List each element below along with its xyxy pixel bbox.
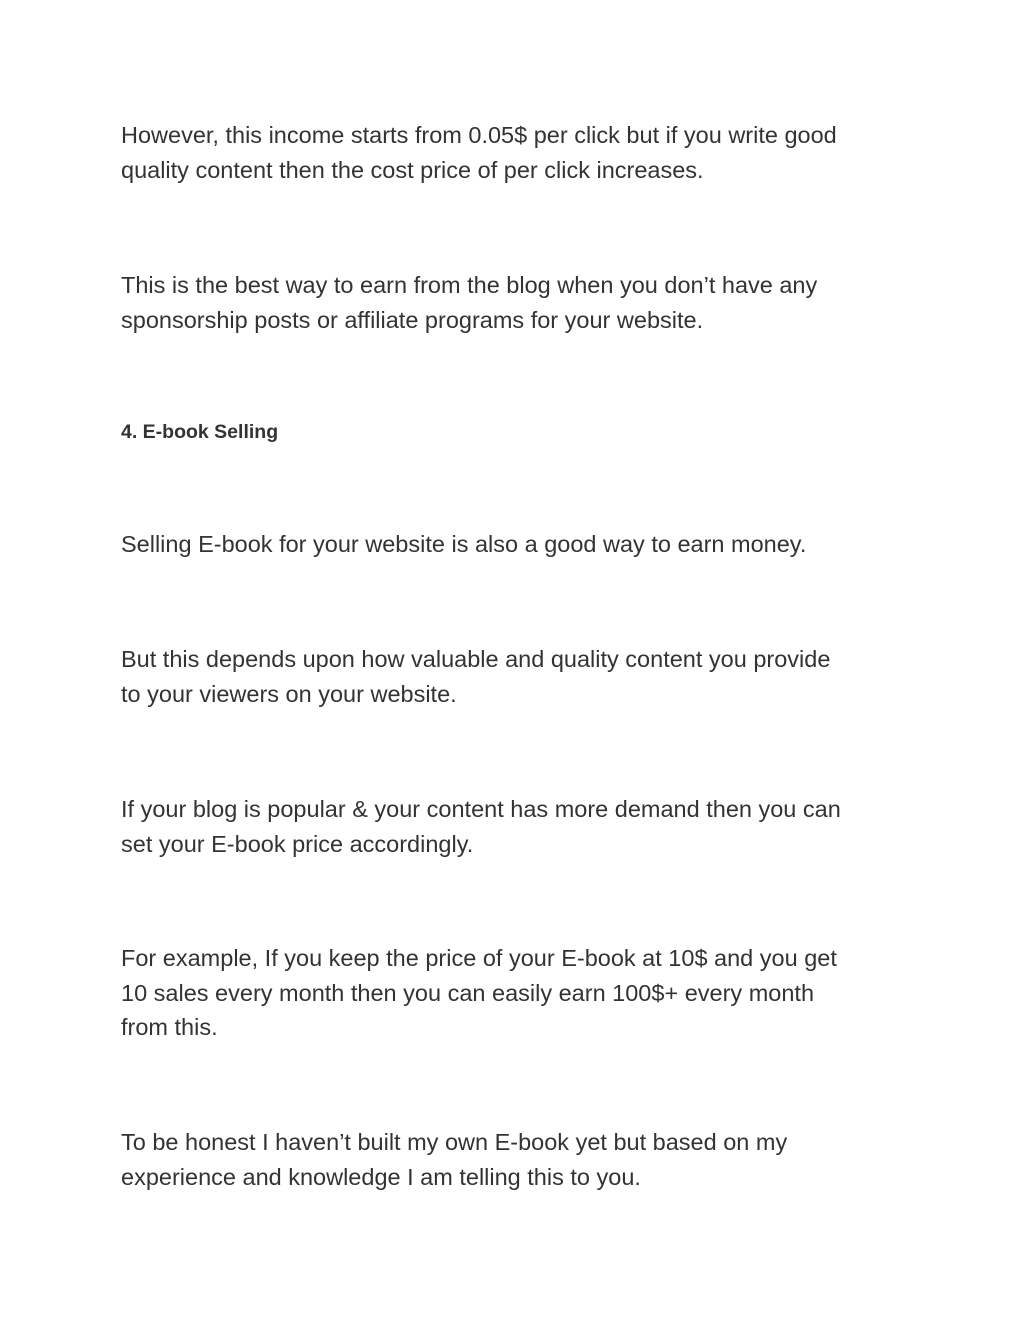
- paragraph-line: from this.: [121, 1014, 218, 1040]
- paragraph-line: quality content then the cost price of per click increases.: [121, 156, 704, 183]
- paragraph-line: However, this income starts from 0.05$ per click but if you write good: [121, 122, 837, 148]
- paragraph-selling-ebook: [121, 527, 911, 562]
- paragraph-example: [121, 941, 911, 1045]
- paragraph-line: If your blog is popular & your content has more demand then you can: [121, 796, 841, 822]
- paragraph-line: This is the best way to earn from the blog when you don’t have any: [121, 272, 818, 298]
- paragraph-popular-blog: [121, 792, 911, 861]
- paragraph-line: to your viewers on your website.: [121, 680, 457, 707]
- paragraph-line: Selling E-book for your website is also a good way to earn money.: [121, 531, 807, 557]
- paragraph-line: For example, If you keep the price of your E-book at 10$ and you get: [121, 945, 837, 971]
- paragraph-line: 10 sales every month then you can easily earn 100$+ every month: [121, 979, 815, 1006]
- paragraph-income-per-click: [121, 118, 911, 187]
- paragraph-best-way: [121, 268, 911, 337]
- paragraph-line: set your E-book price accordingly.: [121, 830, 474, 857]
- paragraph-line: sponsorship posts or affiliate programs for your website.: [121, 306, 704, 333]
- section-heading: 4. E-book Selling: [121, 421, 279, 443]
- paragraph-line: But this depends upon how valuable and quality content you provide: [121, 646, 831, 672]
- paragraph-honest: [121, 1125, 911, 1194]
- paragraph-line: To be honest I haven’t built my own E-book yet but based on my: [121, 1129, 788, 1155]
- paragraph-depends-upon: [121, 642, 911, 711]
- paragraph-line: experience and knowledge I am telling this to you.: [121, 1163, 641, 1190]
